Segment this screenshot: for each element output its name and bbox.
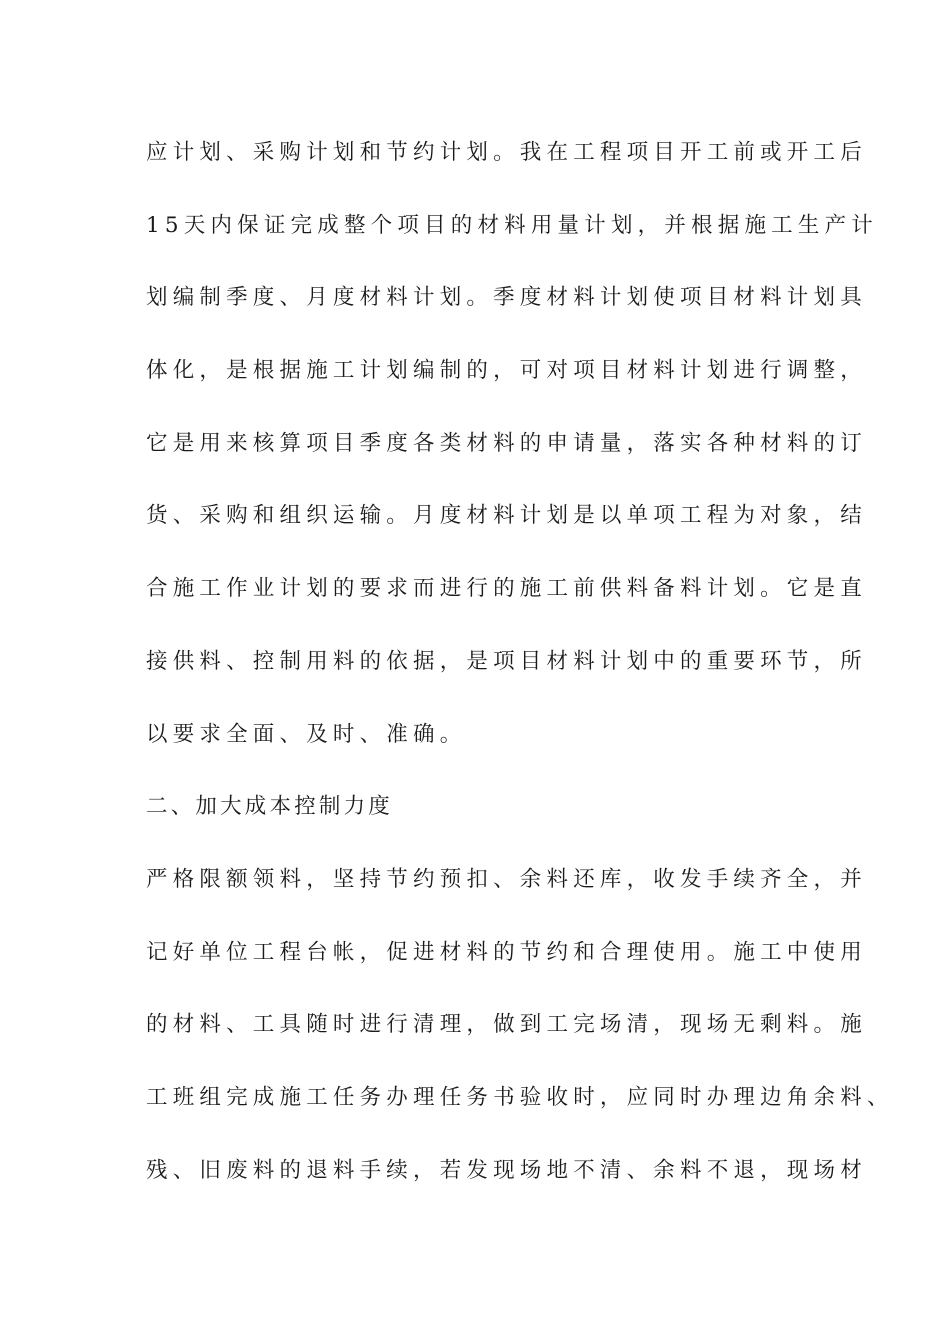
paragraph-line: 以要求全面、及时、准确。	[146, 721, 467, 747]
paragraph-line: 残、旧废料的退料手续，若发现场地不清、余料不退，现场材	[146, 1157, 867, 1183]
paragraph-line: 15天内保证完成整个项目的材料用量计划，并根据施工生产计	[146, 212, 878, 238]
paragraph-line: 合施工作业计划的要求而进行的施工前供料备料计划。它是直	[146, 576, 867, 602]
paragraph-line: 严格限额领料，坚持节约预扣、余料还库，收发手续齐全，并	[146, 866, 867, 892]
paragraph-line: 的材料、工具随时进行清理，做到工完场清，现场无剩料。施	[146, 1012, 867, 1038]
paragraph-line: 记好单位工程台帐，促进材料的节约和合理使用。施工中使用	[146, 939, 867, 965]
section-heading: 二、加大成本控制力度	[146, 794, 394, 820]
paragraph-line: 货、采购和组织运输。月度材料计划是以单项工程为对象，结	[146, 503, 867, 529]
paragraph-line: 应计划、采购计划和节约计划。我在工程项目开工前或开工后	[146, 140, 867, 165]
paragraph-line: 划编制季度、月度材料计划。季度材料计划使项目材料计划具	[146, 285, 867, 311]
body-text	[146, 130, 894, 1220]
paragraph-line: 体化，是根据施工计划编制的，可对项目材料计划进行调整，	[146, 358, 867, 384]
paragraph-line: 工班组完成施工任务办理任务书验收时，应同时办理边角余料、	[146, 1084, 894, 1110]
paragraph-line: 接供料、控制用料的依据，是项目材料计划中的重要环节，所	[146, 648, 867, 674]
paragraph-line: 它是用来核算项目季度各类材料的申请量，落实各种材料的订	[146, 430, 867, 456]
